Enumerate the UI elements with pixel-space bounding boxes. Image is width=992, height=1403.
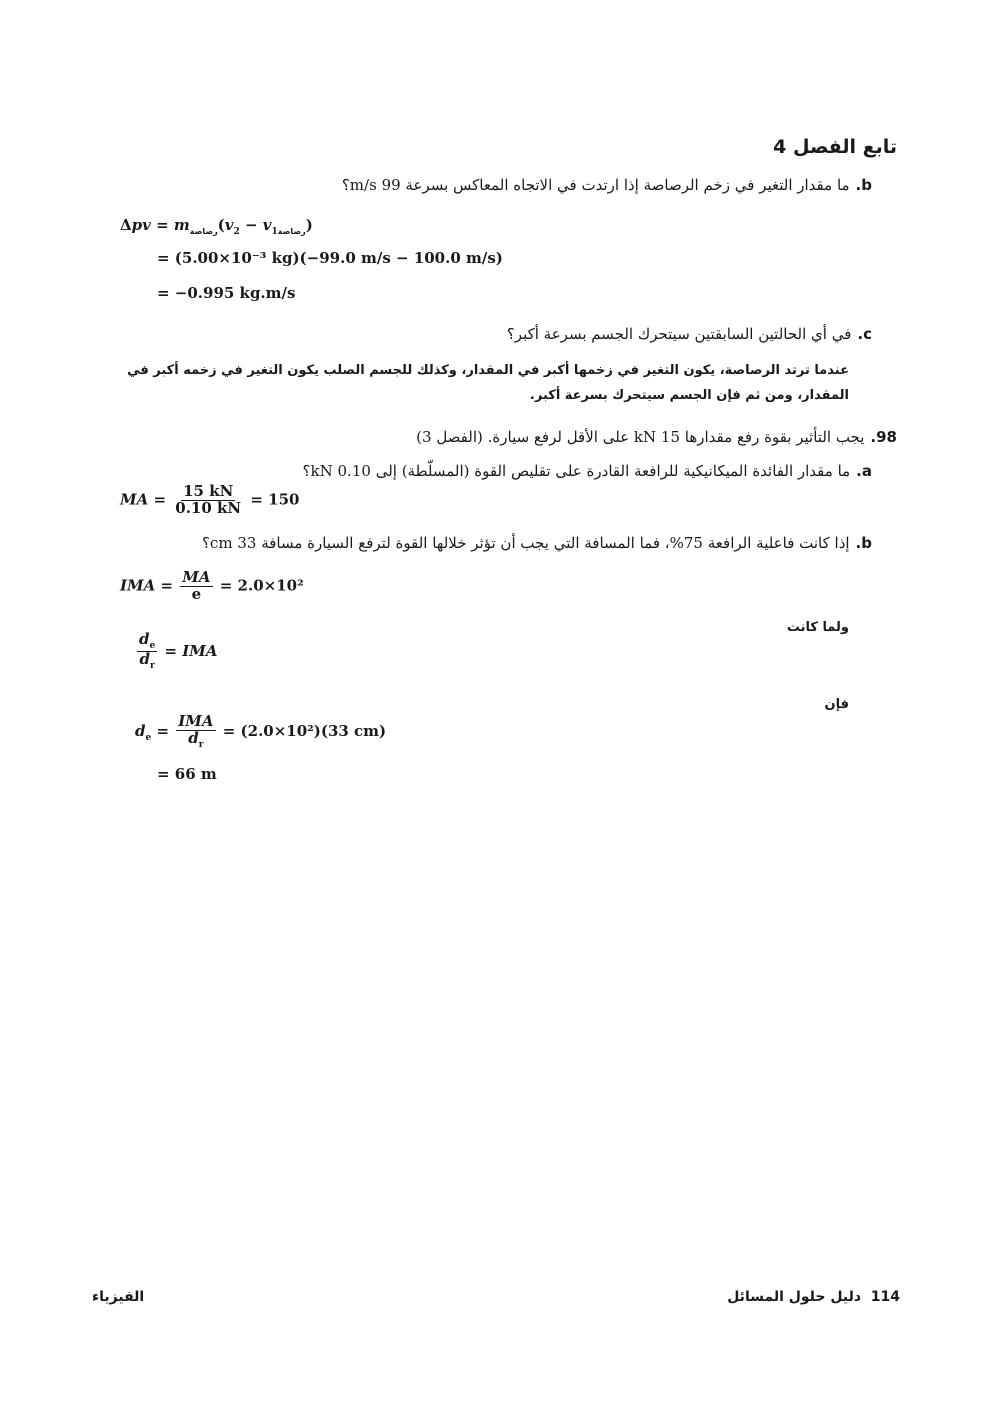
problem-98 [97,428,897,446]
momentum-equation-line2: = (5.00×10⁻³ kg)(−99.0 m/s − 100.0 m/s) [157,249,503,267]
question-label: c. [857,325,872,343]
ima-result: = 2.0×10² [219,576,304,595]
de-dr-fraction: $\frac{d_e}{d_r}$ [139,630,156,672]
guide-title: دليل حلول المسائل [727,1289,862,1305]
question-label: a. [856,462,872,480]
problem-text: يجب التأثير بقوة رفع مقدارها 15 kN على الأقل لرفع سيارة. (الفصل 3) [416,428,865,446]
question-text: ما مقدار الفائدة الميكانيكية للرافعة القادرة على تقليص القوة (المسلّطة) إلى 0.10 kN؟ [302,462,851,480]
question-label: b. [855,534,872,552]
ma-fraction [173,484,243,517]
bullet-subscript: رصاصة [189,227,218,236]
ima-equation: IMA = $\frac{MA}{e}$ = 2.0×10² [120,568,304,603]
question-98b [92,534,872,552]
de-dr-equation: $\frac{d_e}{d_r}$ = IMA [139,630,218,672]
footer-page-info [500,1289,900,1305]
ima-numerator: MA [182,568,211,586]
question-text: إذا كانت فاعلية الرافعة 75%، فما المسافة التي يجب أن تؤثر خلالها القوة لترفع السيارة مسافة 33 cm؟ [201,534,850,552]
question-98a [92,462,872,480]
question-c [92,325,872,343]
problem-number: 98. [870,428,897,446]
page-number: 114 [870,1289,900,1305]
de-final: = 66 m [157,765,217,783]
question-text: ما مقدار التغير في زخم الرصاصة إذا ارتدت في الاتجاه المعاكس بسرعة 99 m/s؟ [341,176,850,194]
bullet-subscript-2: رصاصة [277,227,306,236]
de-equation: $d_e$ = $\frac{\text{IMA}}{d_r}$ = (2.0×10²)(33 cm) [135,712,387,750]
ima-fraction [180,570,212,603]
question-text: في أي الحالتين السابقتين سيتحرك الجسم بسرعة أكبر؟ [506,325,852,343]
then-label: فإن [824,697,849,712]
ma-result: = 150 [250,490,300,509]
ma-equation: MA = $\frac{15 kN}{0.10 kN}$ = 150 [120,482,300,517]
de-fraction: $\frac{\text{IMA}}{d_r}$ [178,712,214,750]
ma-numerator: 15 kN [183,482,234,500]
footer-subject: الفيزياء [92,1289,145,1305]
question-label: b. [855,176,872,194]
momentum-equation-line1: $\Delta pv = m_{رصاصة}(v_2 - v_{1رصاصة})$ [120,216,313,237]
de-rhs: = (2.0×10²)(33 cm) [222,722,387,741]
ma-denominator: 0.10 kN [175,498,242,517]
answer-c: عندما ترتد الرصاصة، يكون التغير في زخمها أكبر في المقدار، وكذلك للجسم الصلب يكون التغير في زخمه أكبر في المقدار، ومن ثم فإن الجسم سيتحرك بسرعة أكبر. [127,363,849,403]
page-title: تابع الفصل 4 [773,136,897,158]
momentum-equation-line3: = −0.995 kg.m/s [157,284,296,302]
since-label: ولما كانت [786,620,849,635]
question-b [92,176,872,194]
ima-denominator: e [191,584,202,603]
